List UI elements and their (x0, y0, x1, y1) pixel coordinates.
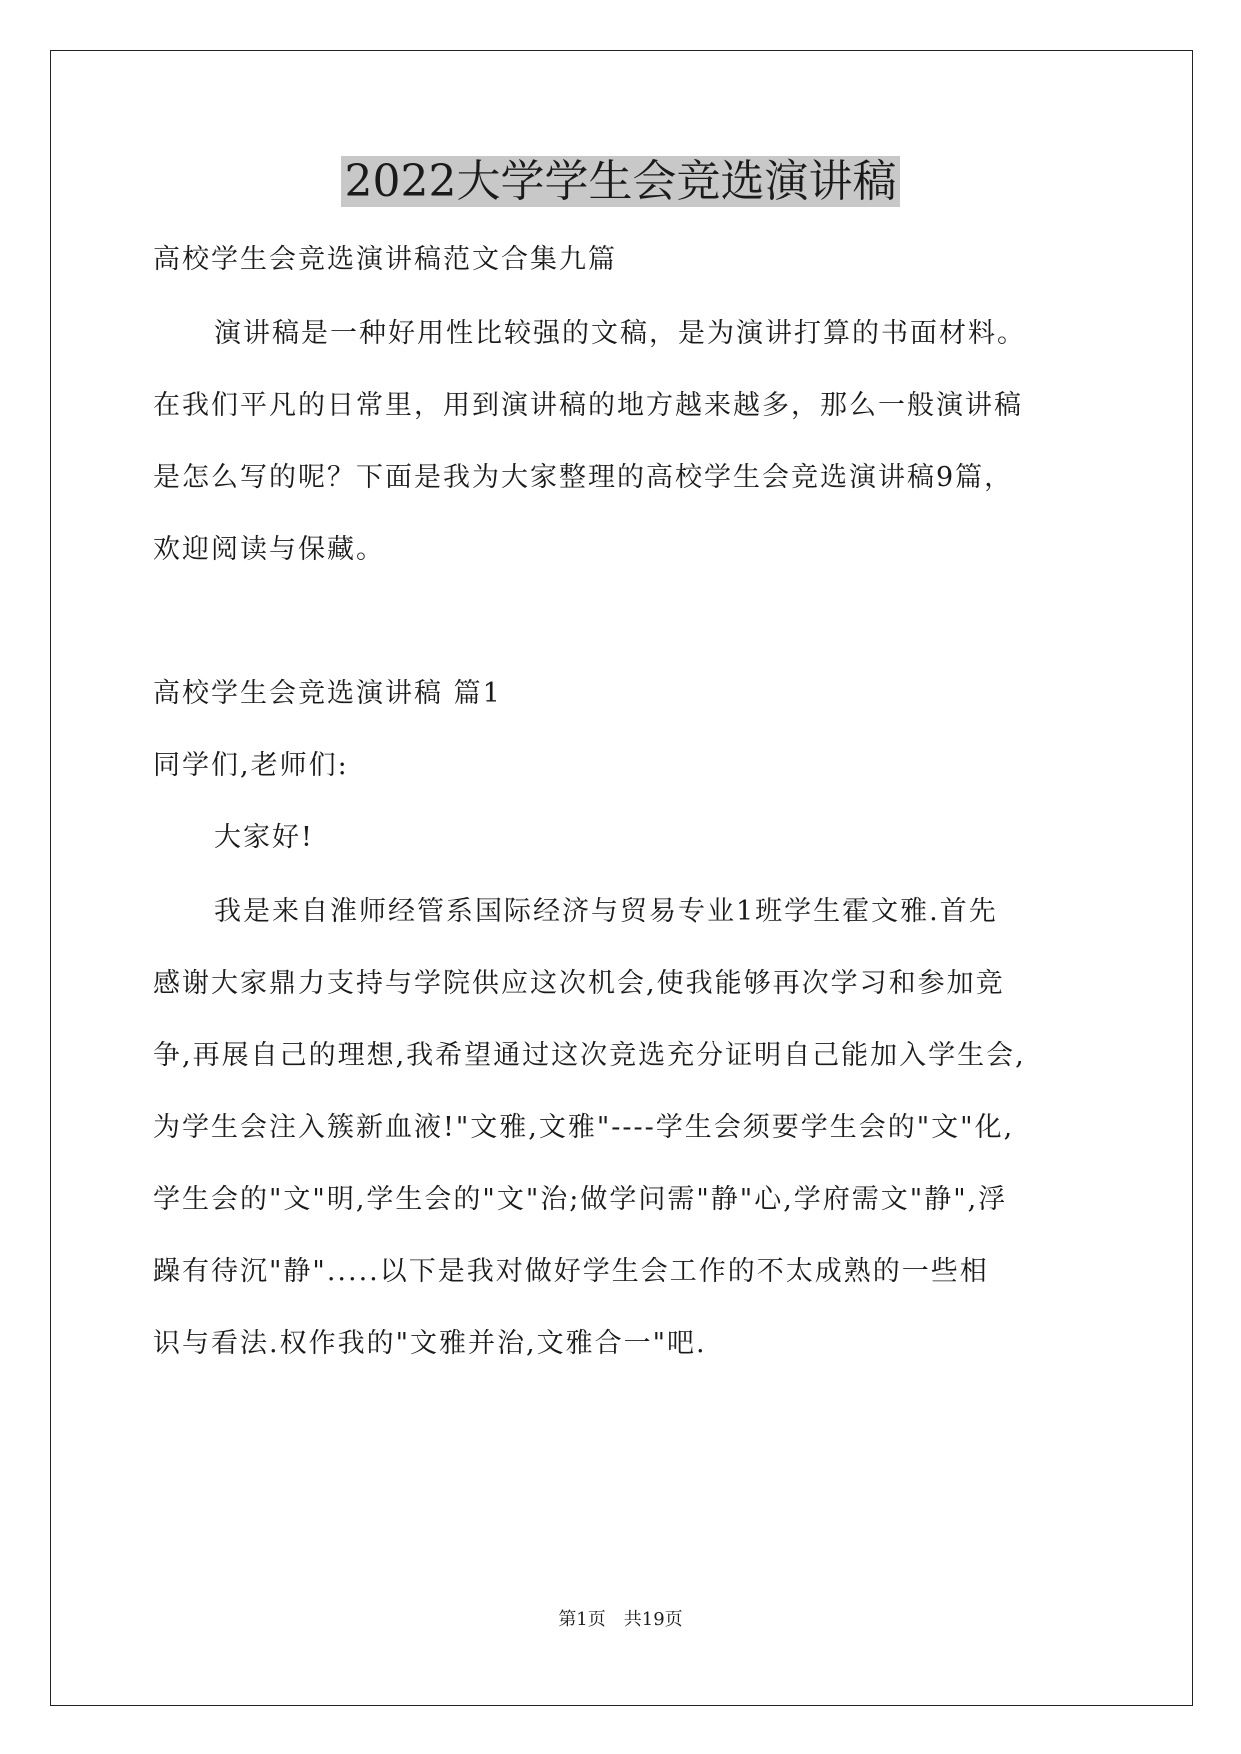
body-line: 争,再展自己的理想,我希望通过这次竞选充分证明自己能加入学生会, (153, 1040, 1026, 1071)
section-heading: 高校学生会竞选演讲稿 篇1 (153, 678, 502, 709)
intro-line: 演讲稿是一种好用性比较强的文稿，是为演讲打算的书面材料。 (214, 318, 1026, 349)
salutation: 同学们,老师们: (153, 750, 349, 781)
body-line: 为学生会注入簇新血液!"文雅,文雅"----学生会须要学生会的"文"化, (153, 1112, 1015, 1143)
page-number: 第1页 共19页 (558, 1609, 683, 1630)
body-line: 识与看法.权作我的"文雅并治,文雅合一"吧. (153, 1328, 707, 1359)
document-subtitle: 高校学生会竞选演讲稿范文合集九篇 (153, 244, 617, 275)
intro-line: 是怎么写的呢？下面是我为大家整理的高校学生会竞选演讲稿9篇， (153, 462, 1014, 493)
body-line: 我是来自淮师经管系国际经济与贸易专业1班学生霍文雅.首先 (214, 896, 998, 927)
document-title-text: 2022大学学生会竞选演讲稿 (341, 156, 901, 207)
page-border (50, 50, 1193, 1706)
document-title (0, 152, 1241, 212)
intro-line: 欢迎阅读与保藏。 (153, 534, 385, 565)
intro-line: 在我们平凡的日常里，用到演讲稿的地方越来越多，那么一般演讲稿 (153, 390, 1023, 421)
body-line: 感谢大家鼎力支持与学院供应这次机会,使我能够再次学习和参加竞 (153, 968, 1005, 999)
greeting: 大家好! (214, 822, 314, 853)
body-line: 学生会的"文"明,学生会的"文"治;做学问需"静"心,学府需文"静",浮 (153, 1184, 1008, 1215)
body-line: 躁有待沉"静".....以下是我对做好学生会工作的不太成熟的一些相 (153, 1256, 989, 1287)
